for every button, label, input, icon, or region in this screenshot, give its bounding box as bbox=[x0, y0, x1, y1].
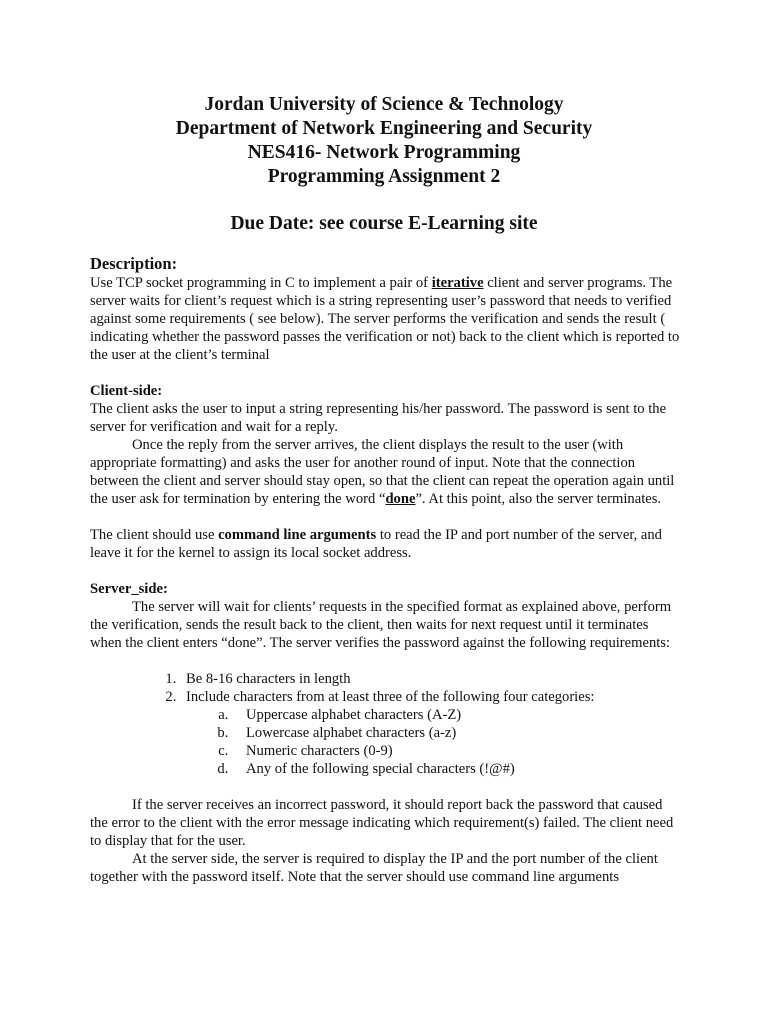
assignment-title: Programming Assignment 2 bbox=[267, 166, 501, 187]
description-paragraph: Use TCP socket programming in C to implement a pair of iterative client and server programs. The server waits for client’s request which is a string representing user’s password that needs to verified against some requirements ( see below). The server performs the verification and sends the result ( indicating whether the password passes the verification or not) back to the client which is reported to the user at the client’s terminal bbox=[90, 275, 680, 363]
list-item: d. Any of the following special characters (!@#) bbox=[232, 760, 680, 778]
description-heading: Description: bbox=[90, 254, 178, 273]
keyword-done: done bbox=[385, 491, 416, 507]
server-side-heading: Server_side: bbox=[90, 581, 168, 597]
client-side-heading: Client-side: bbox=[90, 383, 163, 399]
keyword-iterative: iterative bbox=[431, 275, 484, 291]
university-name: Jordan University of Science & Technology bbox=[204, 94, 564, 115]
document-body bbox=[90, 254, 680, 886]
title-block bbox=[0, 93, 768, 189]
course-name: NES416- Network Programming bbox=[247, 142, 521, 163]
list-item: c. Numeric characters (0-9) bbox=[232, 742, 680, 760]
department-name: Department of Network Engineering and Security bbox=[175, 118, 593, 139]
requirements-list bbox=[90, 670, 680, 778]
categories-list bbox=[186, 706, 680, 778]
due-date: Due Date: see course E-Learning site bbox=[230, 213, 538, 234]
keyword-command-line-arguments: command line arguments bbox=[218, 527, 377, 543]
client-paragraph-2: Once the reply from the server arrives, the client displays the result to the user (with appropriate formatting) and asks the user for another round of input. Note that the connection between the client and server should stay open, so that the client can repeat the operation again until the user ask for termination by entering the word “done”. At this point, also the server terminates. bbox=[90, 437, 675, 507]
client-paragraph-3: The client should use command line arguments to read the IP and port number of the server, and leave it for the kernel to assign its local socket address. bbox=[90, 527, 662, 561]
client-paragraph-1: The client asks the user to input a string representing his/her password. The password is sent to the server for verification and wait for a reply. bbox=[90, 401, 667, 435]
server-paragraph-3: At the server side, the server is required to display the IP and the port number of the client together with the password itself. Note that the server should use command line arguments bbox=[90, 851, 658, 885]
list-item: b. Lowercase alphabet characters (a-z) bbox=[232, 724, 680, 742]
server-paragraph-1: The server will wait for clients’ requests in the specified format as explained above, perform the verification, sends the result back to the client, then waits for next request until it terminates when the client enters “done”. The server verifies the password against the following requirements: bbox=[90, 599, 672, 651]
list-item: 1. Be 8-16 characters in length bbox=[180, 670, 680, 688]
list-item: 2. Include characters from at least three of the following four categories: a. Uppercase alphabet characters (A-Z) b. Lowercase alphabet characters (a-z) c. Numeric characters (0-9) d. Any of the following special characters (!@#) bbox=[180, 688, 680, 778]
server-paragraph-2: If the server receives an incorrect password, it should report back the password that caused the error to the client with the error message indicating which requirement(s) failed. The client need to display that for the user. bbox=[90, 797, 674, 849]
list-item: a. Uppercase alphabet characters (A-Z) bbox=[232, 706, 680, 724]
